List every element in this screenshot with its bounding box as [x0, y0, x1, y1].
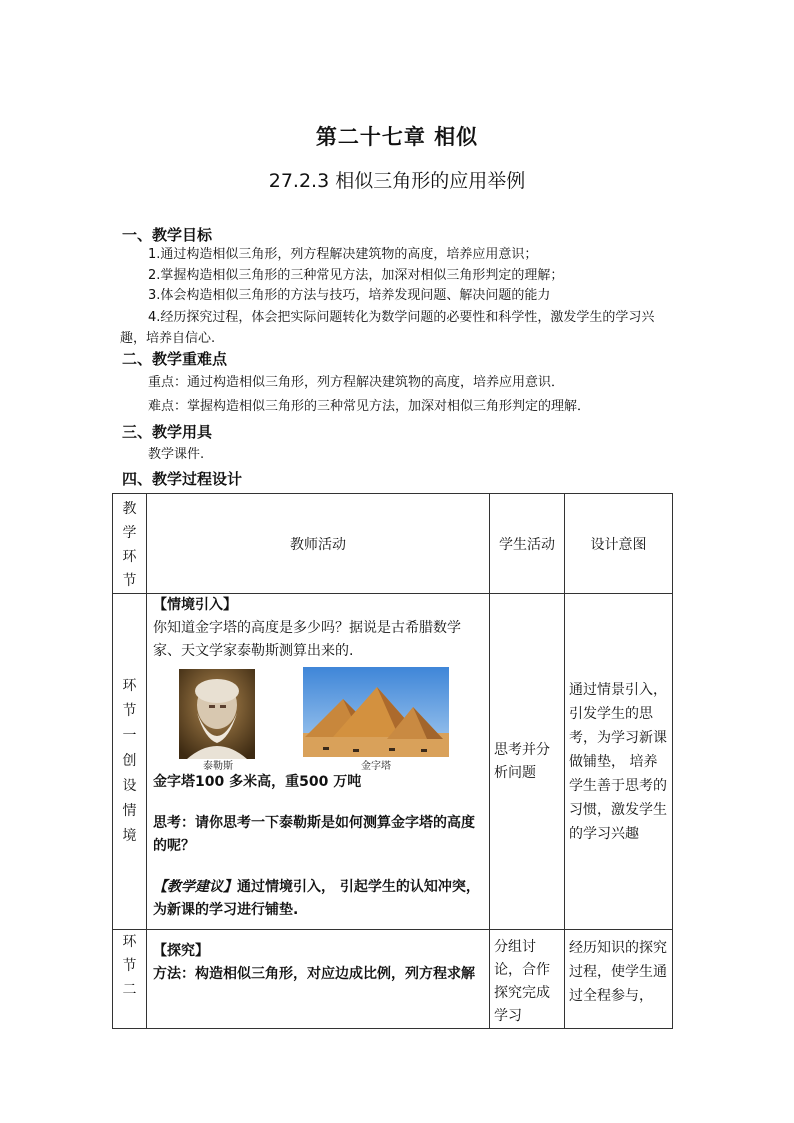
- difficult-text: 掌握构造相似三角形的三种常见方法，加深对相似三角形判定的理解．: [187, 399, 591, 414]
- goal-item-4: 4.经历探究过程，体会把实际问题转化为数学问题的必要性和科学性，激发学生的学习兴趣，培养自信心.: [120, 310, 655, 346]
- goal-item-3: 3.体会构造相似三角形的方法与技巧，培养发现问题、解决问题的能力: [148, 288, 551, 303]
- goal-item-2: 2.掌握构造相似三角形的三种常见方法，加深对相似三角形判定的理解；: [148, 268, 564, 283]
- table-row: [113, 594, 673, 930]
- header-student: 学生活动: [490, 494, 565, 594]
- caption-right: 金字塔: [361, 761, 391, 772]
- row2-teacher: [147, 930, 490, 1029]
- suggest-text: 通过情境引入， 引起学生的认知冲突，为新课的学习进行铺垫.: [153, 879, 480, 918]
- row1-intent: 通过情景引入，引发学生的思考，为学习新课做铺垫， 培养学生善于思考的习惯，激发学生的学习兴趣: [565, 594, 673, 930]
- header-stage: 教学环节: [113, 494, 147, 594]
- tools-text: 教学课件.: [148, 447, 205, 462]
- row2-intent: 经历知识的探究过程，使学生通过全程参与，: [565, 930, 673, 1029]
- table-header-row: [113, 494, 673, 594]
- thales-portrait-image: [179, 669, 255, 759]
- figure-row: [153, 663, 483, 771]
- row2-stage: 环节二: [113, 930, 147, 1029]
- goals-heading: 一、教学目标: [122, 226, 213, 244]
- chapter-title: 第二十七章 相似: [315, 125, 479, 149]
- pyramid-fact: 金字塔100 多米高，重500 万吨: [153, 774, 362, 790]
- goal-item-1: 1.通过构造相似三角形，列方程解决建筑物的高度，培养应用意识；: [148, 247, 538, 262]
- think-question: 思考：请你思考一下泰勒斯是如何测算金字塔的高度的呢？: [153, 815, 475, 854]
- tools-heading: 三、教学用具: [122, 423, 213, 441]
- key-text: 通过构造相似三角形，列方程解决建筑物的高度，培养应用意识．: [187, 375, 565, 390]
- context-intro: 你知道金字塔的高度是多少吗？据说是古希腊数学家、天文学家泰勒斯测算出来的.: [153, 620, 461, 659]
- teaching-suggestion: [153, 876, 483, 922]
- process-heading: 四、教学过程设计: [122, 470, 243, 488]
- pyramid-image: [303, 667, 449, 757]
- explore-tag: 【探究】: [153, 943, 209, 959]
- difficult-label: 难点：: [148, 399, 188, 414]
- context-tag: 【情境引入】: [153, 597, 237, 613]
- caption-left: 泰勒斯: [203, 761, 233, 772]
- table-row: [113, 930, 673, 1029]
- explore-method: 方法：构造相似三角形，对应边成比例，列方程求解: [153, 966, 475, 982]
- header-intent: 设计意图: [565, 494, 673, 594]
- difficult-point: [148, 397, 590, 417]
- section-title: 27.2.3 相似三角形的应用举例: [268, 170, 526, 192]
- header-teacher: 教师活动: [147, 494, 490, 594]
- key-label: 重点：: [148, 375, 188, 390]
- suggest-label: 【教学建议】: [153, 879, 237, 895]
- row1-teacher: [147, 594, 490, 930]
- row2-student: 分组讨论，合作探究完成学习: [490, 930, 565, 1029]
- key-point: [148, 373, 564, 393]
- key-points-heading: 二、教学重难点: [122, 350, 228, 368]
- process-table: [112, 493, 673, 1029]
- row1-stage: 环节一创设情境: [113, 594, 147, 930]
- row1-student: 思考并分析问题: [490, 594, 565, 930]
